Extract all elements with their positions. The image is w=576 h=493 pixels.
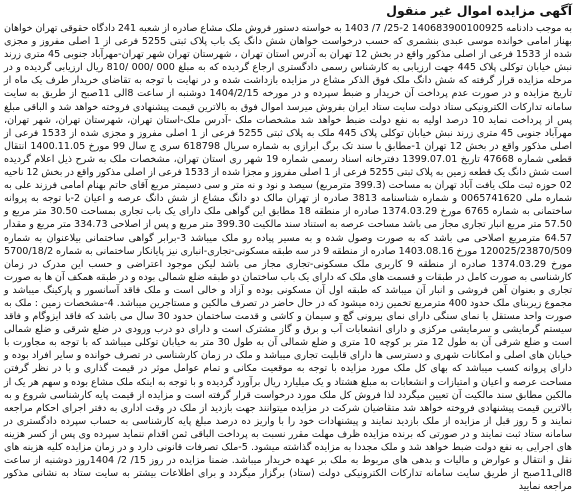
notice-body: به موجب دادنامه 140683900100925 2-25/ 7/ 1403 به خواسته دستور فروش ملک مشاع صادره از شعبه 241 دادگاه حقوقی تهران خواهان بهناز امامی خوانده موسی عبدی بنشمری که حسب درخواست خواهان شش دانگ یک باب پلاک ثبتی 5255 فرعی از 1 اصلی مفروز و مجزی شده از 1533 فرعی از اصلی مذکور واقع در بخش 12 تهران به آدرس استان تهران ، شهرستان تهران شهر تهران-مهرآباد جنوبی 45 متری زرند نبش خیابان توکلی پلاک 445 جهت ارزیابی به کارشناس رسمی دادگستری ارجاع گردیده که به مبلغ 000 /000 /810 ریال ارزیابی گردیده و در مرحله مزایده قرار گرفته که شش دانگ ملک فوق الذکر مشاع در مزایده بازداشت شده و در نهایت با توجه به تقاضای خریدار طرف یک ماه از تاریخ مزایده و در صورت عدم پرداخت آن خریدار و ضبط سپرده و در مورخه 1404/2/15 دوشنبه از ساعت 8الی 11صبح از طریق به سایت سامانه تدارکات الکترونیکی ستاد دولت سایت ستاد ایران بفروش میرسد اموال فوق به بالاترین قیمت پیشنهادی فروخته خواهد شد و الباقی مبلغ پس از پرداخت نماید 10 درصد اولیه به نفع دولت ضبط خواهد شد مشخصات ملک -آدرس ملک-استان تهران، شهرستان تهران، شهر تهران، مهرآباد جنوبی 45 متری زرند نبش خیابان توکلی پلاک 445 ملک به پلاک ثبتی 5255 فرعی از 1 اصلی مفروز و مجزی شده از 1533 فرعی از اصلی مذکور واقع در بخش 12 تهران 1-مطابق با سند تک برگ ابرازی به شماره سریال 618798 سری ج سال 99 مورخ 1400.11.05 انتقال قطعی شماره 47668 تاریخ 1399.07.01 دفترخانه اسناد رسمی شماره 19 شهر ری استان تهران، مشخصات ملک به شرح ذیل اعلام گردیده است شش دانگ یک قطعه زمین به پلاک ثبتی 5255 فرعی از 1 اصلی مفروز و مجزا شده از 1533 فرعی از اصلی مذکور واقع در بخش 12 ناحیه 02 حوزه ثبت ملک یافت آباد تهران به مساحت (399.3 مترمربع) سیصد و نود و نه متر و سی دسیمتر مربع آقای حاتم بهنام امامی فرزند علی به شماره ملی 0065741620 و شماره شناسنامه 3813 صادره از تهران مالک دو دانگ مشاع از شش دانگ عرصه و اعیان 2-با توجه به پروانه ساختمانی به شماره 6765 مورخ 1374.03.29 صادره از منطقه 18 مطابق این گواهی ملک دارای یک باب تجاری بمساحت 30.50 متر مربع و 57.50 متر مربع انبار تجاری مجاز می باشد مساحت عرصه به استناد سند مالکیت 399.30 متر مربع و پس از اصلاحی 334.73 متر مربع و مقدار 64.57 مترمربع اصلاحی می باشد که به صورت وصول شده و به مسیر پیاده رو ملک میباشد 3-برابر گواهی ساختمانی بیلاعنوان به شماره 120025/23870/509 مورخ 1403.08.16 صادره از منطقه 9 در سه طبقه مسکونی-تجاری-انباری نیز پایانکار ساختمانی به شماره 5700/18/2 مورخ 1374.03.29 صادره از منطقه 9 کاربری ملک مسکونی-تجاری مجاز می باشد لیکن موجود اعتراضی و حسب این مدرک در زمان کارشناسی به صورت کامل در طبقات و قسمت های ملک که دارای یک باب ساختمان دو طبقه ضلع شمالی بوده و در طبقه همکف آن ها به صورت تجاری و بعنوان آهن فروشی و انبار آن میباشد که طبقه اول آن مسکونی بوده و آزاد و خالی است و ملک فاقد آسانسور و پارکینگ میباشد و مجموع زیربنای ملک حدود 400 مترمربع تخمین زده میشود که در حال حاضر در تصرف مالکین و مستاجرین میباشد. 4-مشخصات زمین : ملک به صورت واحد مستقل با نمای سنگی دارای نمای بیرونی گچ و سیمان و کاشی و قدمت ساختمان حدود 30 سال می باشد که فاقد ایزوگام و فاقد سیستم گرمایشی و سرمایشی مرکزی و دارای انشعابات آب و برق و گاز مشترک است و دارای دو درب ورودی در ضلع شرقی و ضلع شمالی است و ضلع شرقی آن به طول 12 متر بر کوچه 10 متری و ضلع شمالی آن به طول 30 متر به خیابان توکلی میباشد که با توجه به مجاورت با خیابان های اصلی و امکانات شهری و دسترسی ها دارای قابلیت تجاری میباشد و ملک در زمان کارشناسی در تصرف خوانده و سایر افراد بوده و دارای پروانه کسب میباشد که بهای کل ملک مورد مزایده با توجه به موقعیت مکانی و تمام عوامل موثر در قیمت گذاری و با در نظر گرفتن مساحت عرصه و اعیان و امتیازات و انشعابات به مبلغ هشتاد و یک میلیارد ریال برآورد گردیده و با توجه به اینکه ملک مشاع بوده و سهم هر یک از مالکین مطابق سند مالکیت آن تعیین میگردد لذا فروش کل ملک مورد درخواست قرار گرفته است و مزایده از قیمت پایه کارشناسی شروع و به بالاترین قیمت پیشنهادی فروخته خواهد شد متقاضیان شرکت در مزایده میتوانند جهت بازدید از ملک در وقت اداری به دفتر اجرای احکام مراجعه نمایند و 5 روز قبل از مزایده از ملک بازدید نمایند و پیشنهادات خود را با واریز ده درصد مبلغ پایه کارشناسی به حساب سپرده دادگستری در سامانه ستاد ثبت نمایند و در صورتی که برنده مزایده ظرف مهلت مقرر نسبت به پرداخت الباقی ثمن اقدام ننماید سپرده وی پس از کسر هزینه های اجرایی به نفع دولت ضبط خواهد شد و ملک مجددا به مزایده گذاشته میشود. 5-ملک تصرفات قانونی دارد و در زمان مزایده کلیه هزینه های نقل و انتقال و عوارض و مالیات و بدهی های مربوط به ملک بر عهده خریدار میباشد. ضمنا مزایده در روز 15/ 2/ 1404روز دوشنبه از ساعت 8الی11صبح از طریق سایت سامانه تدارکات الکترونیکی دولت (ستاد) برگزار میگردد و برای اطلاعات بیشتر به سایت ستاد به نشانی مذکور مراجعه نمایید bbox=[4, 23, 573, 493]
notice-title: آگهی مزایده اموال غیر منقول bbox=[386, 3, 572, 18]
